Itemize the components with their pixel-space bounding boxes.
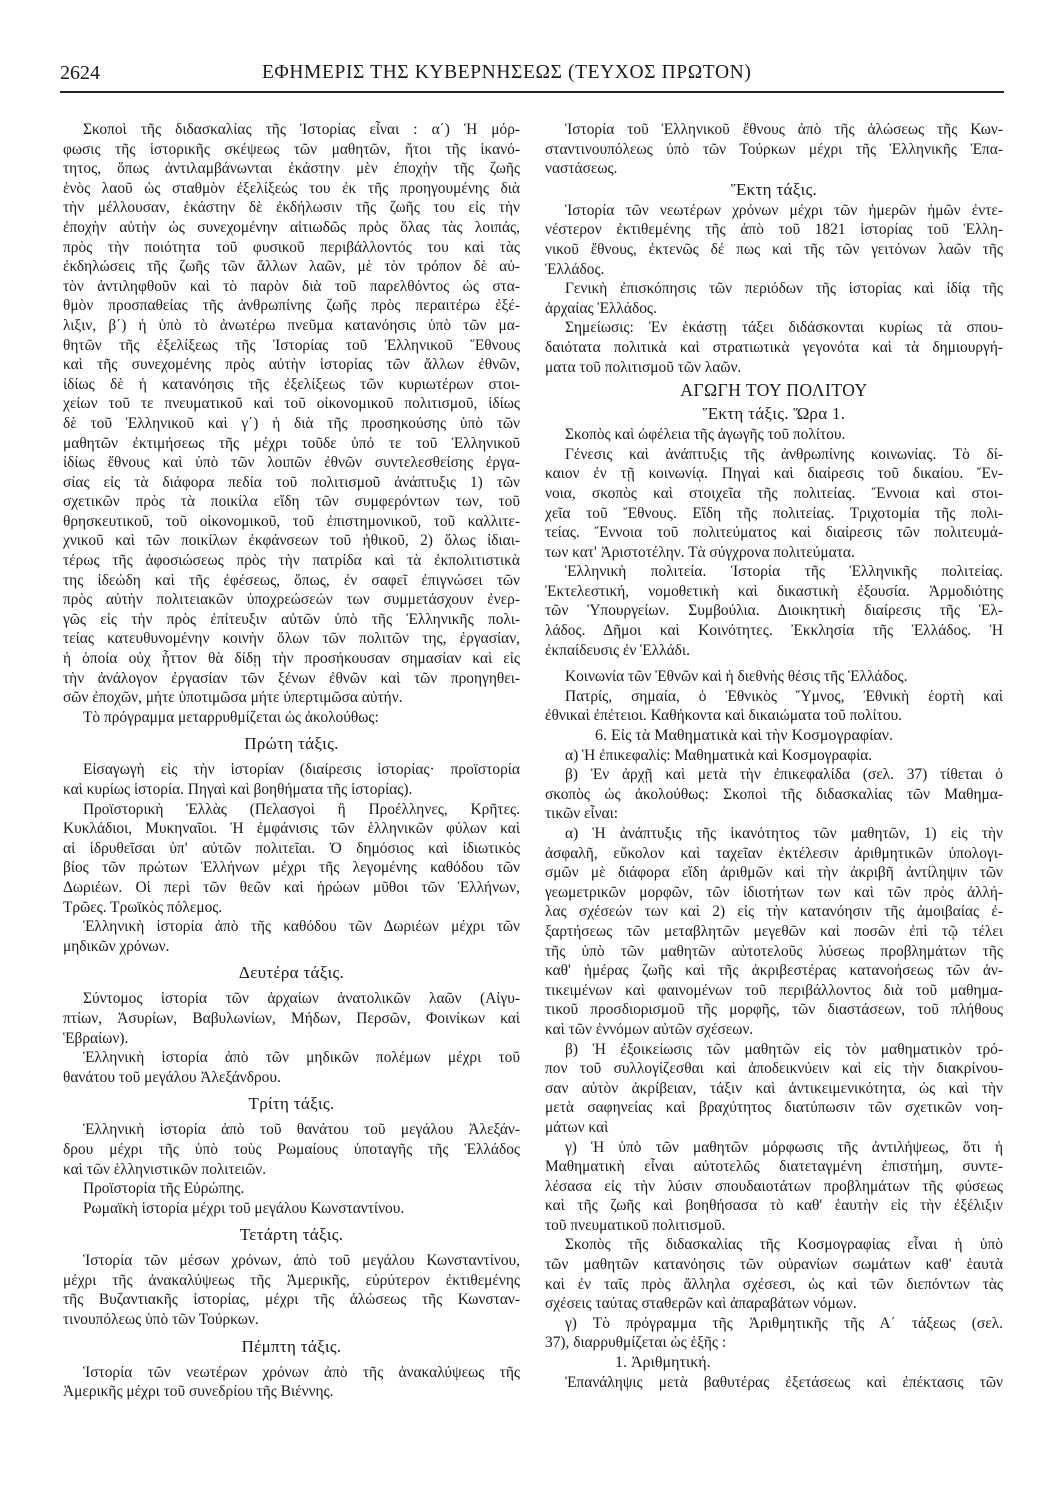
text-line: σμῶν μὲ διάφορα εἴδη ἀριθμῶν καὶ τὴν ἀκριβῆ ἀντίληψιν τῶν bbox=[545, 864, 1003, 882]
text-line: χείων τοῦ τε πνευματικοῦ καὶ τοῦ οἰκονομικοῦ πολιτισμοῦ, ἰδίως bbox=[63, 395, 520, 413]
text-line: Γένεσις καὶ ἀνάπτυξις τῆς ἀνθρωπίνης κοινωνίας. Τὸ δί- bbox=[565, 445, 1003, 463]
text-line: τὴν ἀνάλογον ἐργασίαν τῶν ξένων ἐθνῶν καὶ τῶν προηγηθει- bbox=[63, 669, 520, 687]
text-line: σαν αὐτὸν ἀκρίβειαν, τάξιν καὶ ἀντικειμενικότητα, ὡς καὶ τὴν bbox=[545, 1079, 1003, 1097]
text-line: καὶ τῆς συνεχομένης πρὸς αὐτὴν ἱστορίας τῶν ἄλλων ἐθνῶν, bbox=[63, 356, 520, 374]
text-line: τῆς Βυζαντιακῆς ἱστορίας, μέχρι τῆς ἁλώσεως τῆς Κωνσταν- bbox=[63, 1291, 520, 1309]
text-line: μάτων καὶ bbox=[545, 1118, 609, 1136]
text-line: τινουπόλεως ὑπὸ τῶν Τούρκων. bbox=[63, 1311, 259, 1329]
section-heading: Πρώτη τάξις. bbox=[244, 734, 339, 754]
text-line: νικοῦ ἔθνους, ἐκτενῶς δέ πως καὶ τῆς τῶν γειτόνων λαῶν τῆς bbox=[545, 240, 1003, 258]
text-line: δαιότατα πολιτικὰ καὶ στρατιωτικὰ γεγονότα καὶ τὰ δημιουργή- bbox=[545, 338, 1003, 356]
text-line: λάδος. Δῆμοι καὶ Κοινότητες. Ἐκκλησία τῆς Ἑλλάδος. Ἡ bbox=[545, 622, 1003, 640]
text-line: Ἱστορία τῶν μέσων χρόνων, ἀπὸ τοῦ μεγάλου Κωνσταντίνου, bbox=[83, 1252, 520, 1270]
text-line: Ἑλλάδος. bbox=[545, 260, 605, 278]
text-line: τῶν μαθητῶν κατανόησις τῶν οὐρανίων σωμάτων καθ' ἑαυτὰ bbox=[545, 1256, 1003, 1274]
text-line: α) Ἡ ἐπικεφαλίς: Μαθηματικὰ καὶ Κοσμογραφία. bbox=[565, 746, 873, 764]
section-heading: Τετάρτη τάξις. bbox=[239, 1225, 344, 1245]
text-line: ἡ ὁποία οὐχ ἧττον θὰ δίδῃ τὴν προσήκουσαν σημασίαν καὶ εἰς bbox=[63, 650, 520, 668]
paragraph bbox=[545, 687, 1003, 726]
text-line: τικειμένων καὶ φαινομένων τοῦ περιβάλλοντος διὰ τοῦ μαθημα- bbox=[545, 981, 1003, 999]
text-line: Ἀμερικῆς μέχρι τοῦ συνεδρίου τῆς Βιέννης. bbox=[63, 1383, 334, 1401]
text-line: θανάτου τοῦ μεγάλου Ἀλεξάνδρου. bbox=[63, 1068, 281, 1086]
paragraph bbox=[63, 120, 520, 708]
text-line: ἐκπαίδευσις ἐν Ἑλλάδι. bbox=[545, 641, 690, 659]
page-number: 2624 bbox=[60, 62, 100, 84]
text-line: Ἑλληνικὴ ἱστορία ἀπὸ τῆς καθόδου τῶν Δωριέων μέχρι τῶν bbox=[83, 918, 520, 936]
text-line: μετὰ σαφηνείας καὶ βραχύτητος διατύπωσιν τῶν σχετικῶν νοη- bbox=[545, 1099, 1003, 1117]
paragraph bbox=[63, 1120, 520, 1179]
text-line: γ) Ἡ ὑπὸ τῶν μαθητῶν μόρφωσις τῆς ἀντιλήψεως, ὅτι ἡ bbox=[565, 1138, 1003, 1156]
paragraph bbox=[63, 1251, 520, 1329]
text-line: σίας εἰς τὰ διάφορα πεδία τοῦ πολιτισμοῦ ἀνάπτυξις 1) τῶν bbox=[63, 473, 520, 491]
paragraph bbox=[545, 824, 1003, 1040]
paragraph bbox=[63, 800, 520, 918]
paragraph bbox=[545, 1314, 1003, 1353]
header-rule bbox=[60, 91, 1004, 93]
text-line: Ἑλληνικὴ πολιτεία. Ἱστορία τῆς Ἑλληνικῆς πολιτείας. bbox=[565, 563, 1003, 581]
text-line: Σημείωσις: Ἐν ἑκάστῃ τάξει διδάσκονται κυρίως τὰ σπου- bbox=[565, 319, 1003, 337]
text-line: νοια, σκοπὸς καὶ στοιχεῖα τῆς πολιτείας. Ἔννοια καὶ στοι- bbox=[545, 484, 1003, 502]
text-line: Ἐκτελεστική, νομοθετικὴ καὶ δικαστικὴ ἐξουσία. Ἁρμοδιότης bbox=[545, 582, 1003, 600]
text-line: γ) Τὸ πρόγραμμα τῆς Ἀριθμητικῆς τῆς Α΄ τάξεως (σελ. bbox=[565, 1314, 1003, 1332]
left-column bbox=[63, 120, 520, 1402]
section-heading: Τρίτη τάξις. bbox=[248, 1094, 335, 1114]
paragraph bbox=[545, 425, 1003, 445]
text-line: καὶ τῶν ἐννόμων αὐτῶν σχέσεων. bbox=[545, 1020, 754, 1038]
text-line: θμὸν προσπαθείας τῆς ἀνθρωπίνης ζωῆς πρὸς περαιτέρω ἐξέ- bbox=[63, 297, 520, 315]
text-line: πρὸς αὐτὴν πολιτειακῶν ὑποχρεώσεών των συμμετάσχουν ἐνερ- bbox=[63, 591, 520, 609]
text-line: β) Ἐν ἀρχῇ καὶ μετὰ τὴν ἐπικεφαλίδα (σελ. 37) τίθεται ὁ bbox=[565, 766, 1003, 784]
text-line: χνικοῦ καὶ τῶν ποικίλων ἐκφάνσεων τοῦ ἠθικοῦ, 2) ὅλως ἰδιαι- bbox=[63, 532, 520, 550]
paragraph bbox=[63, 917, 520, 956]
text-line: Κοινωνία τῶν Ἐθνῶν καὶ ἡ διεθνὴς θέσις τῆς Ἑλλάδος. bbox=[565, 668, 908, 686]
paragraph bbox=[545, 279, 1003, 318]
text-line: Προϊστορικὴ Ἑλλὰς (Πελασγοὶ ἢ Προέλληνες, Κρῆτες. bbox=[83, 800, 520, 818]
text-line: ἀσφαλῆ, εὔκολον καὶ ταχεῖαν ἐκτέλεσιν ἀριθμητικῶν ὑπολογι- bbox=[545, 844, 1003, 862]
text-line: Δωριέων. Οἱ περὶ τῶν θεῶν καὶ ἡρώων μῦθοι τῶν Ἑλλήνων, bbox=[63, 878, 520, 896]
text-line: ἑνὸς λαοῦ ὡς σταθμὸν ἐξελίξεώς του ἐκ τῆς προηγουμένης διὰ bbox=[63, 179, 520, 197]
text-line: μέχρι τῆς ἀνακαλύψεως τῆς Ἀμερικῆς, εὐρύτερον ἐκτιθεμένης bbox=[63, 1271, 520, 1289]
paragraph bbox=[63, 1048, 520, 1087]
text-line: βίος τῶν πρώτων Ἑλλήνων μέχρι τῆς λεγομένης καθόδου τῶν bbox=[63, 859, 520, 877]
paragraph bbox=[63, 1179, 520, 1199]
text-line: σχετικῶν πρὸς τὰ ποικίλα εἴδη τῶν συμφερόντων των, τοῦ bbox=[63, 493, 520, 511]
paragraph bbox=[545, 445, 1003, 563]
text-line: μαθητῶν ἐκτιμήσεως τῆς μέχρι τοῦδε ὑπό τε τοῦ Ἑλληνικοῦ bbox=[63, 434, 520, 452]
text-line: Ἐπανάληψις μετὰ βαθυτέρας ἐξετάσεως καὶ ἐπέκτασις τῶν bbox=[565, 1373, 1003, 1391]
paragraph bbox=[545, 765, 1003, 824]
paragraph bbox=[545, 667, 1003, 687]
gazette-title: ΕΦΗΜΕΡΙΣ ΤΗΣ ΚΥΒΕΡΝΗΣΕΩΣ (ΤΕΥΧΟΣ ΠΡΩΤΟΝ) bbox=[262, 62, 752, 83]
paragraph bbox=[545, 746, 1003, 766]
text-line: Τρῶες. Τρωϊκὸς πόλεμος. bbox=[63, 898, 223, 916]
text-line: καὶ τῆς ζωῆς καὶ βοηθήσασα τὸ καθ' ἑαυτὴν εἰς τὴν ἐξέλιξιν bbox=[545, 1197, 1003, 1215]
text-line: ναστάσεως. bbox=[545, 160, 618, 178]
text-line: ἰδίως δὲ ἡ κατανόησις τῆς ἐξελίξεως τῶν κυριωτέρων στοι- bbox=[63, 375, 520, 393]
paragraph bbox=[63, 1199, 520, 1219]
text-line: Εἰσαγωγὴ εἰς τὴν ἱστορίαν (διαίρεσις ἱστορίας· προϊστορία bbox=[83, 761, 520, 779]
text-line: τείας κατευθυνομένην κοινὴν ὅλων τῶν πολιτῶν της, ἐργασίαν, bbox=[63, 630, 520, 648]
text-line: σχέσεις ταύτας σταθερῶν καὶ ἀπαραβάτων νόμων. bbox=[545, 1295, 857, 1313]
text-line: Σκοπὸς τῆς διδασκαλίας τῆς Κοσμογραφίας εἶναι ἡ ὑπὸ bbox=[565, 1236, 1003, 1254]
text-line: τὸν ἀντιληφθοῦν καὶ τὸ παρὸν διὰ τοῦ παρελθόντος ὡς στα- bbox=[63, 277, 520, 295]
text-line: Σύντομος ἱστορία τῶν ἀρχαίων ἀνατολικῶν λαῶν (Αἰγυ- bbox=[83, 990, 520, 1008]
text-line: σκοπὸς ὡς ἀκολούθως: Σκοποὶ τῆς διδασκαλίας τῶν Μαθημα- bbox=[545, 785, 1003, 803]
text-line: α) Ἡ ἀνάπτυξις τῆς ἱκανότητος τῶν μαθητῶν, 1) εἰς τὴν bbox=[565, 825, 1003, 842]
text-line: γῶς εἰς τὴν πρὸς ἐπίτευξιν αὐτῶν ὑπὸ τῆς Ἑλληνικῆς πολι- bbox=[63, 610, 520, 628]
paragraph bbox=[545, 1235, 1003, 1313]
text-line: θρησκευτικοῦ, τοῦ οἰκονομικοῦ, τοῦ ἐπιστημονικοῦ, τοῦ καλλιτε- bbox=[63, 512, 520, 530]
text-line: Γενικὴ ἐπισκόπησις τῶν περιόδων τῆς ἱστορίας καὶ ἰδίᾳ τῆς bbox=[565, 280, 1003, 298]
text-line: ἐποχὴν αὐτὴν ὡς συνεχομένην αἰτιωδῶς πρὸς ὅλας τὰς λοιπάς, bbox=[63, 218, 520, 236]
text-line: λιξιν, β΄) ἡ ὑπὸ τὸ ἀνωτέρω πνεῦμα κατανόησις ὑπὸ τῶν μα- bbox=[63, 316, 520, 334]
paragraph bbox=[545, 1040, 1003, 1138]
text-line: Κυκλάδιοι, Μυκηναῖοι. Ἡ ἐμφάνισις τῶν ἑλληνικῶν φύλων καὶ bbox=[63, 820, 520, 838]
text-line: καὶ τῶν ἑλληνιστικῶν πολιτειῶν. bbox=[63, 1160, 267, 1178]
text-line: νέστερον ἐκτιθεμένης τῆς ἀπὸ τοῦ 1821 ἱστορίας τοῦ Ἑλλη- bbox=[545, 221, 1003, 239]
text-line: πτίων, Ἀσυρίων, Βαβυλωνίων, Μήδων, Περσῶν, Φοινίκων καὶ bbox=[63, 1009, 520, 1027]
text-line: τὴν μέλλουσαν, ἑκάστην δὲ ἐκδήλωσιν τῆς ζωῆς του εἰς τὴν bbox=[63, 199, 520, 217]
text-line: ξαρτήσεως τῶν μεταβλητῶν μεγεθῶν καὶ ποσῶν ἐπὶ τῷ τέλει bbox=[545, 922, 1003, 940]
paragraph bbox=[545, 1373, 1003, 1393]
text-line: λέσασα εἰς τὴν λύσιν σπουδαιοτάτων προβλημάτων τῆς φύσεως bbox=[545, 1177, 1003, 1195]
subsection-heading: 6. Εἰς τὰ Μαθηματικὰ καὶ τὴν Κοσμογραφίαν. bbox=[595, 727, 893, 745]
text-line: καθ' ἡμέρας ζωῆς καὶ τῆς ἀκριβεστέρας κατανοήσεως τῶν ἀν- bbox=[545, 962, 1003, 980]
text-line: δρου μέχρι τῆς ὑπὸ τοὺς Ρωμαίους ὑποταγῆς τῆς Ἑλλάδος bbox=[63, 1140, 520, 1158]
paragraph bbox=[545, 1138, 1003, 1236]
text-line: β) Ἡ ἐξοικείωσις τῶν μαθητῶν εἰς τὸν μαθηματικὸν τρό- bbox=[565, 1040, 1003, 1058]
text-line: Προϊστορία τῆς Εὐρώπης. bbox=[83, 1180, 245, 1198]
text-line: Σκοποὶ τῆς διδασκαλίας τῆς Ἱστορίας εἶναι : α΄) Ἡ μόρ- bbox=[83, 121, 520, 138]
text-line: τικοῦ προσδιορισμοῦ τῆς μορφῆς, τῶν διαστάσεων, τοῦ πλήθους bbox=[545, 1001, 1003, 1019]
text-line: φωσις τῆς ἱστορικῆς σκέψεως τῶν μαθητῶν, ἤτοι τῆς ἱκανό- bbox=[63, 140, 520, 158]
text-line: δὲ τοῦ Ἑλληνικοῦ καὶ γ΄) ἡ διὰ τῆς προσηκούσης ὑπὸ τῶν bbox=[63, 414, 520, 432]
text-line: λας σχέσεών των καὶ 2) εἰς τὴν κατανόησιν τῆς ἀμοιβαίας ἐ- bbox=[545, 903, 1003, 921]
text-line: ἐκδηλώσεις τῆς ζωῆς τῶν ἄλλων λαῶν, μὲ τὸν τρόπον δὲ αὐ- bbox=[63, 258, 520, 276]
paragraph bbox=[545, 201, 1003, 279]
text-line: Ἑλληνικὴ ἱστορία ἀπὸ τοῦ θανάτου τοῦ μεγάλου Ἀλεξάν- bbox=[83, 1121, 520, 1139]
section-heading: Πέμπτη τάξις. bbox=[241, 1336, 342, 1356]
paragraph bbox=[63, 1363, 520, 1402]
text-line: καιον ἐν τῇ κοινωνίᾳ. Πηγαὶ καὶ διαίρεσις τοῦ δικαίου. Ἔν- bbox=[545, 465, 1003, 483]
text-line: τείας. Ἔννοια τοῦ πολιτεύματος καὶ διαίρεσις τῶν πολιτευμά- bbox=[545, 524, 1003, 542]
section-heading: ΑΓΩΓΗ ΤΟΥ ΠΟΛΙΤΟΥ bbox=[680, 380, 868, 401]
paragraph bbox=[63, 989, 520, 1048]
text-line: Σκοπὸς καὶ ὠφέλεια τῆς ἀγωγῆς τοῦ πολίτου. bbox=[565, 426, 846, 444]
text-line: Ἱστορία τῶν νεωτέρων χρόνων μέχρι τῶν ἡμερῶν ἡμῶν ἐντε- bbox=[565, 201, 1003, 219]
text-line: Ρωμαϊκὴ ἱστορία μέχρι τοῦ μεγάλου Κωνσταντίνου. bbox=[83, 1199, 405, 1217]
text-line: τοῦ πνευματικοῦ πολιτισμοῦ. bbox=[545, 1216, 726, 1234]
text-line: πρὸς τὴν ποιότητα τοῦ φυσικοῦ περιβάλλοντός του καὶ τὰς bbox=[63, 238, 520, 256]
text-line: τητος, ὅπως ἀντιλαμβάνωνται ἑκάστην μὲν ἐποχὴν τῆς ζωῆς bbox=[63, 160, 520, 178]
section-heading: Ἕκτη τάξις. bbox=[730, 179, 818, 199]
subsection-heading: 1. Ἀριθμητική. bbox=[615, 1354, 711, 1372]
text-line: γεωμετρικῶν μορφῶν, τῶν ἰδιοτήτων των καὶ τῶν πρὸς ἀλλή- bbox=[545, 883, 1003, 901]
text-line: ἀρχαίας Ἑλλάδος. bbox=[545, 299, 657, 317]
text-line: καὶ ἐν ταῖς πρὸς ἄλληλα σχέσεσι, ὡς καὶ τῶν διεπόντων τὰς bbox=[545, 1275, 1003, 1293]
text-line: της ἰδεώδη καὶ τῆς ἐφέσεως, ὅπως, ἐν σαφεῖ ἐπιγνώσει τῶν bbox=[63, 571, 520, 589]
text-line: θητῶν τῆς ἐξελίξεως τῆς Ἱστορίας τοῦ Ἑλληνικοῦ Ἔθνους bbox=[63, 336, 520, 354]
text-line: χεῖα τοῦ Ἔθνους. Εἴδη τῆς πολιτείας. Τριχοτομία τῆς πολι- bbox=[545, 504, 1003, 522]
text-line: 37), διαρρυθμίζεται ὡς ἑξῆς : bbox=[545, 1334, 727, 1352]
text-line: τικῶν εἶναι: bbox=[545, 805, 619, 823]
text-line: τέρως τῆς ἀφοσιώσεως πρὸς τὴν πατρίδα καὶ τὰ ἐκπολιτιστικὰ bbox=[63, 552, 520, 570]
paragraph bbox=[63, 760, 520, 799]
text-line: Τὸ πρόγραμμα μεταρρυθμίζεται ὡς ἀκολούθως: bbox=[83, 708, 379, 726]
text-line: σῶν ἐποχῶν, μήτε ὑποτιμῶσα μήτε ὑπερτιμῶσα αὐτήν. bbox=[63, 689, 403, 707]
text-line: Μαθηματικὴ εἶναι αὐτοτελῶς διατεταγμένη ἐπιστήμη, συντε- bbox=[545, 1158, 1003, 1176]
text-line: Ἑλληνικὴ ἱστορία ἀπὸ τῶν μηδικῶν πολέμων μέχρι τοῦ bbox=[83, 1049, 520, 1067]
text-line: καὶ κυρίως ἱστορία. Πηγαὶ καὶ βοηθήματα τῆς ἱστορίας). bbox=[63, 781, 413, 798]
text-line: πον τοῦ συλλογίζεσθαι καὶ ἀποδεικνύειν καὶ εἰς τὴν διακρίνου- bbox=[545, 1060, 1003, 1078]
section-heading: Ἕκτη τάξις. Ὥρα 1. bbox=[702, 404, 846, 424]
text-line: Ἱστορία τῶν νεωτέρων χρόνων ἀπὸ τῆς ἀνακαλύψεως τῆς bbox=[83, 1363, 520, 1381]
text-line: ἰδίως ἔθνους καὶ ὑπὸ τῶν λοιπῶν ἐθνῶν συντελεσθείσης ἐργα- bbox=[63, 454, 520, 472]
text-line: τῆς ὑπὸ τῶν μαθητῶν αὐτοτελοῦς λύσεως προβλημάτων τῆς bbox=[545, 942, 1003, 960]
paragraph bbox=[545, 562, 1003, 660]
text-line: ματα τοῦ πολιτισμοῦ τῶν λαῶν. bbox=[545, 358, 742, 376]
right-column bbox=[545, 120, 1003, 1392]
text-line: Ἑβραίων). bbox=[63, 1029, 129, 1047]
text-line: Ἱστορία τοῦ Ἑλληνικοῦ ἔθνους ἀπὸ τῆς ἁλώσεως τῆς Κων- bbox=[565, 121, 1003, 138]
paragraph bbox=[545, 120, 1003, 179]
text-line: τῶν Ὑπουργείων. Συμβούλια. Διοικητικὴ διαίρεσις τῆς Ἑλ- bbox=[545, 602, 1003, 620]
text-line: μηδικῶν χρόνων. bbox=[63, 937, 170, 955]
text-line: Πατρίς, σημαία, ὁ Ἐθνικὸς Ὕμνος, Ἐθνικὴ ἑορτὴ καὶ bbox=[565, 687, 1003, 705]
text-line: αἱ ἱδρυθεῖσαι ὑπ' αὐτῶν πολιτεῖαι. Ὁ δημόσιος καὶ ἰδιωτικὸς bbox=[63, 839, 520, 857]
text-line: σταντινουπόλεως ὑπὸ τῶν Τούρκων μέχρι τῆς Ἑλληνικῆς Ἐπα- bbox=[545, 140, 1003, 158]
text-line: ἐθνικαὶ ἐπέτειοι. Καθήκοντα καὶ δικαιώματα τοῦ πολίτου. bbox=[545, 707, 903, 725]
paragraph bbox=[63, 708, 520, 728]
text-line: των κατ' Ἀριστοτέλην. Τὰ σύγχρονα πολιτεύματα. bbox=[545, 543, 855, 561]
paragraph bbox=[545, 318, 1003, 377]
section-heading: Δευτέρα τάξις. bbox=[238, 963, 345, 983]
